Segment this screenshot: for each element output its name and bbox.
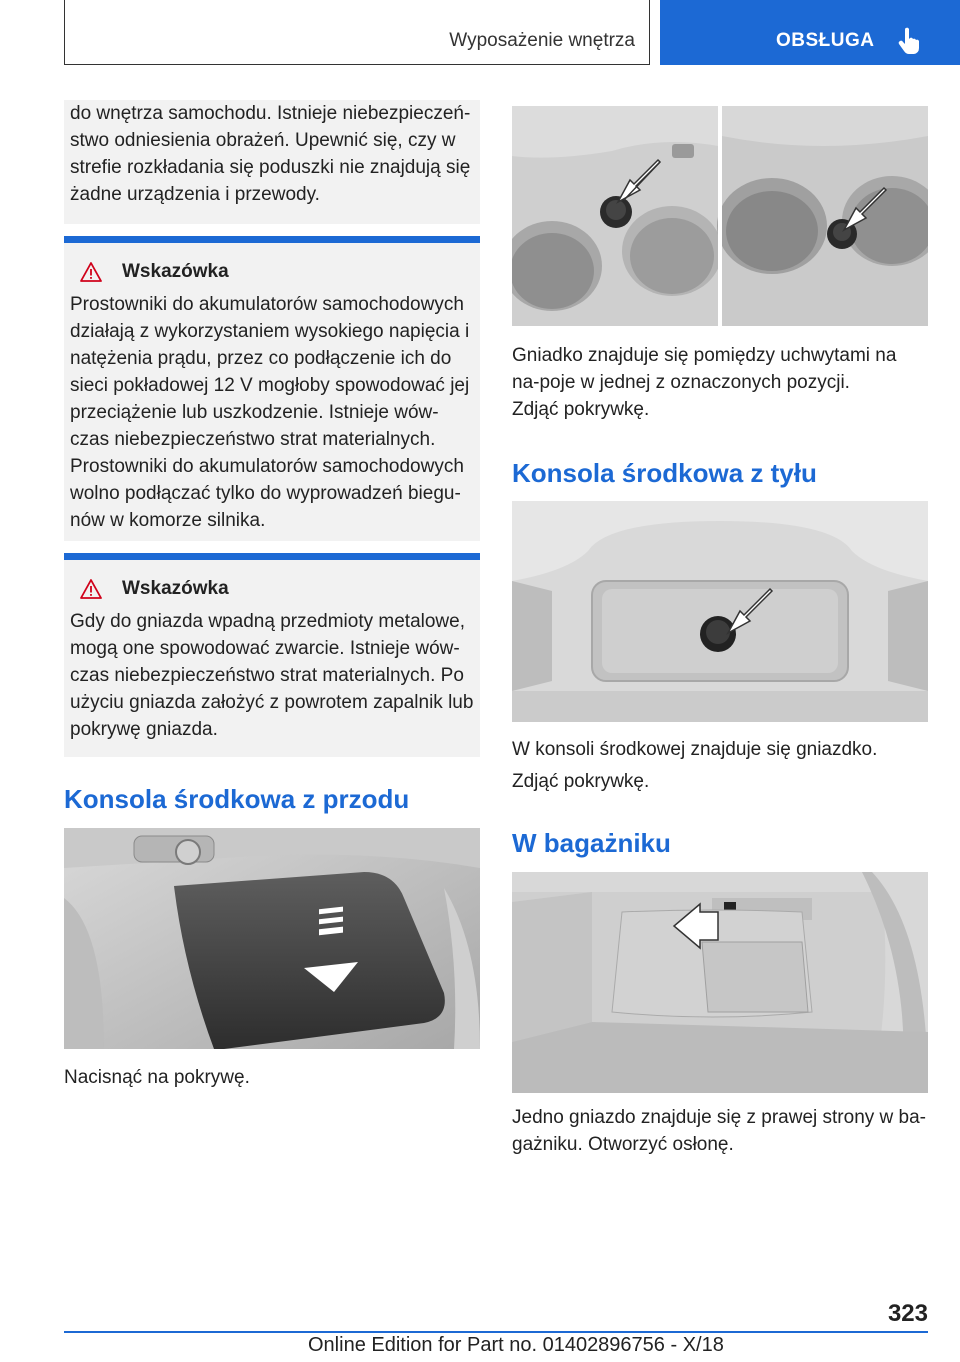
note-title: Wskazówka [122, 578, 229, 599]
page-number: 323 [887, 1300, 928, 1327]
instruction-remove-cover-1: Zdjąć pokrywkę. [512, 399, 650, 420]
footer-line [64, 1331, 928, 1333]
trunk-photo [512, 872, 928, 1093]
rear-console-photo [512, 501, 928, 722]
section-title: Wyposażenie wnętrza [449, 30, 635, 51]
front-console-photo [64, 828, 480, 1049]
footer-edition: Online Edition for Part no. 01402896756 - X/18 [308, 1334, 724, 1356]
warning-triangle-icon [80, 579, 102, 599]
warning-note-2 [64, 553, 480, 757]
cupholder-photo-left [512, 106, 722, 326]
pointing-hand-icon [898, 26, 922, 54]
note-heading [80, 261, 474, 283]
intro-text: do wnętrza samochodu. Istnieje niebezpieczeń-stwo odniesienia obrażeń. Upewnić się, czy w strefie rozkładania się poduszki nie znajdują się żadne urządzenia i przewody. [70, 103, 471, 205]
caption-front-console: Nacisnąć na pokrywę. [64, 1067, 250, 1088]
intro-box [64, 100, 480, 224]
heading-rear-console: Konsola środkowa z tyłu [512, 458, 817, 488]
heading-trunk: W bagażniku [512, 828, 671, 858]
note-heading [80, 578, 474, 600]
note-body: Gdy do gniazda wpadną przedmioty metalowe, mogą one spowodować zwarcie. Istnieje wów-czas niebezpieczeństwo strat materialnych. Po użyciu gniazda założyć z powrotem zapalnik lub pokrywę gniazda. [70, 611, 474, 740]
caption-cupholders: Gniadko znajduje się pomiędzy uchwytami na na-poje w jednej z oznaczonych pozycji. [512, 345, 897, 393]
caption-trunk: Jedno gniazdo znajduje się z prawej strony w ba-gażniku. Otworzyć osłonę. [512, 1107, 927, 1155]
note-bar [64, 236, 480, 243]
cupholder-photo-right [717, 106, 928, 326]
cupholder-photos [512, 106, 928, 326]
note-title: Wskazówka [122, 261, 229, 282]
note-bar [64, 553, 480, 560]
chapter-tab-label: OBSŁUGA [776, 30, 875, 51]
instruction-remove-cover-2: Zdjąć pokrywkę. [512, 771, 650, 792]
warning-triangle-icon [80, 262, 102, 282]
heading-front-console: Konsola środkowa z przodu [64, 784, 410, 814]
header-section [64, 0, 650, 65]
note-body: Prostowniki do akumulatorów samochodowych działają z wykorzystaniem wysokiego napięcia i natężenia prądu, przez co podłączenie ich do sieci pokładowej 12 V mogłoby spowodować jej przeciążenie lub uszkodzenie. Istnieje wów-czas niebezpieczeństwo strat materialnych. Prostowniki do akumulatorów samochodowych wolno podłączać tylko do wyprowadzeń biegu-nów w komorze silnika. [70, 294, 470, 531]
chapter-tab[interactable] [660, 0, 960, 65]
caption-rear-console: W konsoli środkowej znajduje się gniazdko. [512, 739, 878, 760]
warning-note-1 [64, 236, 480, 541]
